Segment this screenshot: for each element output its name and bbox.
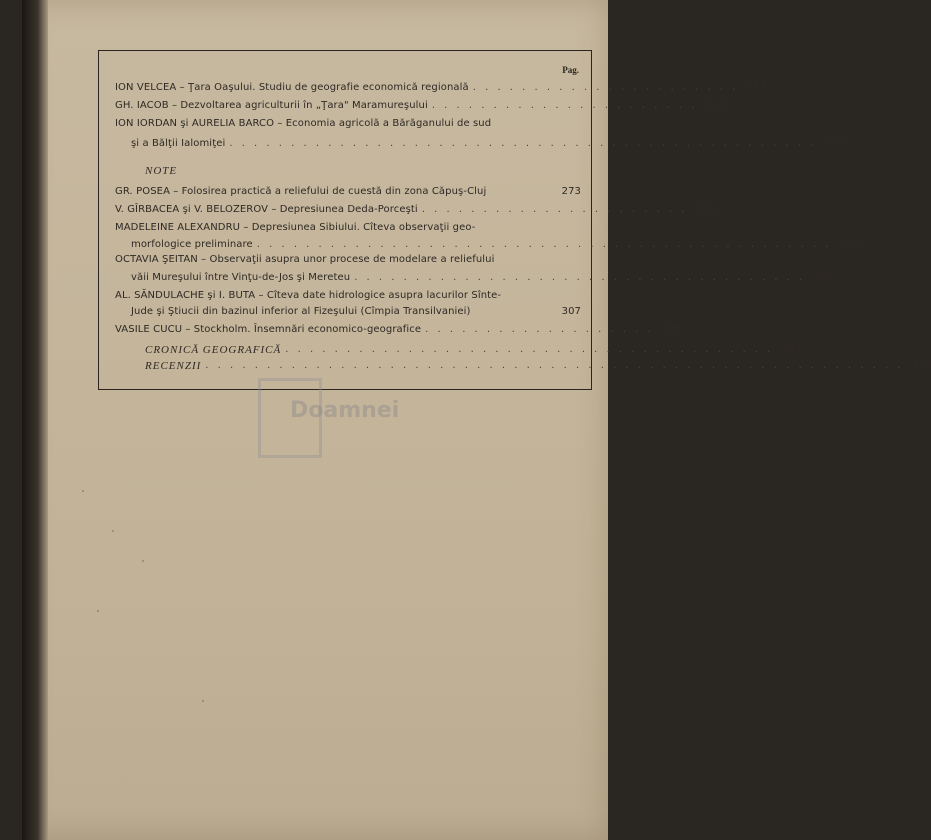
toc-entry-page: 217 [747,82,767,93]
toc-entry-page: 343 [912,360,931,371]
toc-entry-page: 273 [561,186,581,197]
paper-speck [142,560,144,562]
toc-entry-cronica: CRONICĂ GEOGRAFICĂ . . . . . . . . . . . . . . . . . . . . . . . . . . . . . . . . . . . . . . . . 327 [145,344,802,356]
toc-entry: MADELEINE ALEXANDRU – Depresiunea Sibiului. Cîteva observaţii geo- morfologice preliminare . . . . . . . . . . . . . . . . . . . . . . . . . . . . . . . . . . . . . . . . . . . . . . . 289 [115,222,860,250]
toc-entry: ION VELCEA – Ţara Oaşului. Studiu de geografie economică regională . . . . . . . . . . . . . . . . . . . . . . 217 [115,82,767,93]
paper-speck [82,490,84,492]
toc-entry: ION IORDAN şi AURELIA BARCO – Economia agricolă a Bărăganului de sud şi a Bălţii Ialomiţei . . . . . . . . . . . . . . . . . . . . . . . . . . . . . . . . . . . . . . . . . . . . . . . . 257 [115,118,845,149]
watermark-text: Doamnei [290,398,400,423]
toc-entry-page: 257 [824,138,845,149]
toc-entry [115,289,581,319]
toc-entry: V. GÎRBACEA şi V. BELOZEROV – Depresiunea Deda-Porceşti . . . . . . . . . . . . . . . . . . . . . . 281 [115,204,716,215]
page-column-header: Pag. [562,65,579,75]
toc-entry: VASILE CUCU – Stockholm. Însemnări economico-geografice . . . . . . . . . . . . . . . . . . . 315 [115,324,682,335]
toc-entry-page: 327 [781,344,802,355]
toc-entry-recenzii: RECENZII . . . . . . . . . . . . . . . . . . . . . . . . . . . . . . . . . . . . . . . . . . . . . . . . . . . . . . . . . 343 [145,360,931,372]
toc-entry-title-cont: morfologice preliminare [131,239,253,250]
paper-speck [202,700,204,702]
toc-entry-page: 245 [706,100,726,111]
toc-entry-title: VASILE CUCU – Stockholm. Însemnări economico-geografice [115,324,422,335]
toc-entry-title: AL. SĂNDULACHE şi I. BUTA – Cîteva date hidrologice asupra lacurilor Sînte- [115,290,502,301]
toc-entry: GH. IACOB – Dezvoltarea agriculturii în „Ţara" Maramureşului . . . . . . . . . . . . . . . . . . . . . . 245 [115,100,726,111]
book-page [22,0,931,840]
paper-speck [112,530,114,532]
toc-entry-title: ION IORDAN şi AURELIA BARCO – Economia agricolă a Bărăganului de sud [115,118,492,129]
toc-entry-title: OCTAVIA ŞEITAN – Observaţii asupra unor procese de modelare a reliefului [115,254,495,265]
toc-entry-title-cont: Jude şi Ştiucii din bazinul inferior al Fizeşului (Cîmpia Transilvaniei) [131,306,471,317]
toc-entry-title: GR. POSEA – Folosirea practică a reliefului de cuestă din zona Căpuş-Cluj [115,186,487,197]
toc-entry-title: MADELEINE ALEXANDRU – Depresiunea Sibiului. Cîteva observaţii geo- [115,222,476,233]
toc-entry-title: ION VELCEA – Ţara Oaşului. Studiu de geografie economică regională [115,82,469,93]
toc-entry-title-cont: văii Mureşului între Vinţu-de-Jos şi Mereteu [131,272,351,283]
toc-entry-title-cont: şi a Bălţii Ialomiţei [131,138,226,149]
toc-entry-title: CRONICĂ GEOGRAFICĂ [145,344,282,356]
section-heading-note: NOTE [145,165,178,177]
toc-entry-title: V. GÎRBACEA şi V. BELOZEROV – Depresiunea Deda-Porceşti [115,204,418,215]
toc-entry-page: 307 [561,306,581,317]
toc-entry-title: GH. IACOB – Dezvoltarea agriculturii în „Ţara" Maramureşului [115,100,428,111]
toc-entry: OCTAVIA ŞEITAN – Observaţii asupra unor procese de modelare a reliefului văii Mureşului între Vinţu-de-Jos şi Mereteu . . . . . . . . . . . . . . . . . . . . . . . . . . . . . . . . . . . . . 297 [115,254,834,283]
toc-entry-page: 297 [813,272,834,283]
toc-entry [115,185,581,199]
table-of-contents [98,50,931,390]
toc-entry-title: RECENZII [145,360,202,372]
paper-speck [97,610,99,612]
toc-entry-page: 315 [662,324,682,335]
toc-entry-page: 281 [696,204,716,215]
book-spine [22,0,48,840]
toc-entry-page: 289 [839,239,860,250]
